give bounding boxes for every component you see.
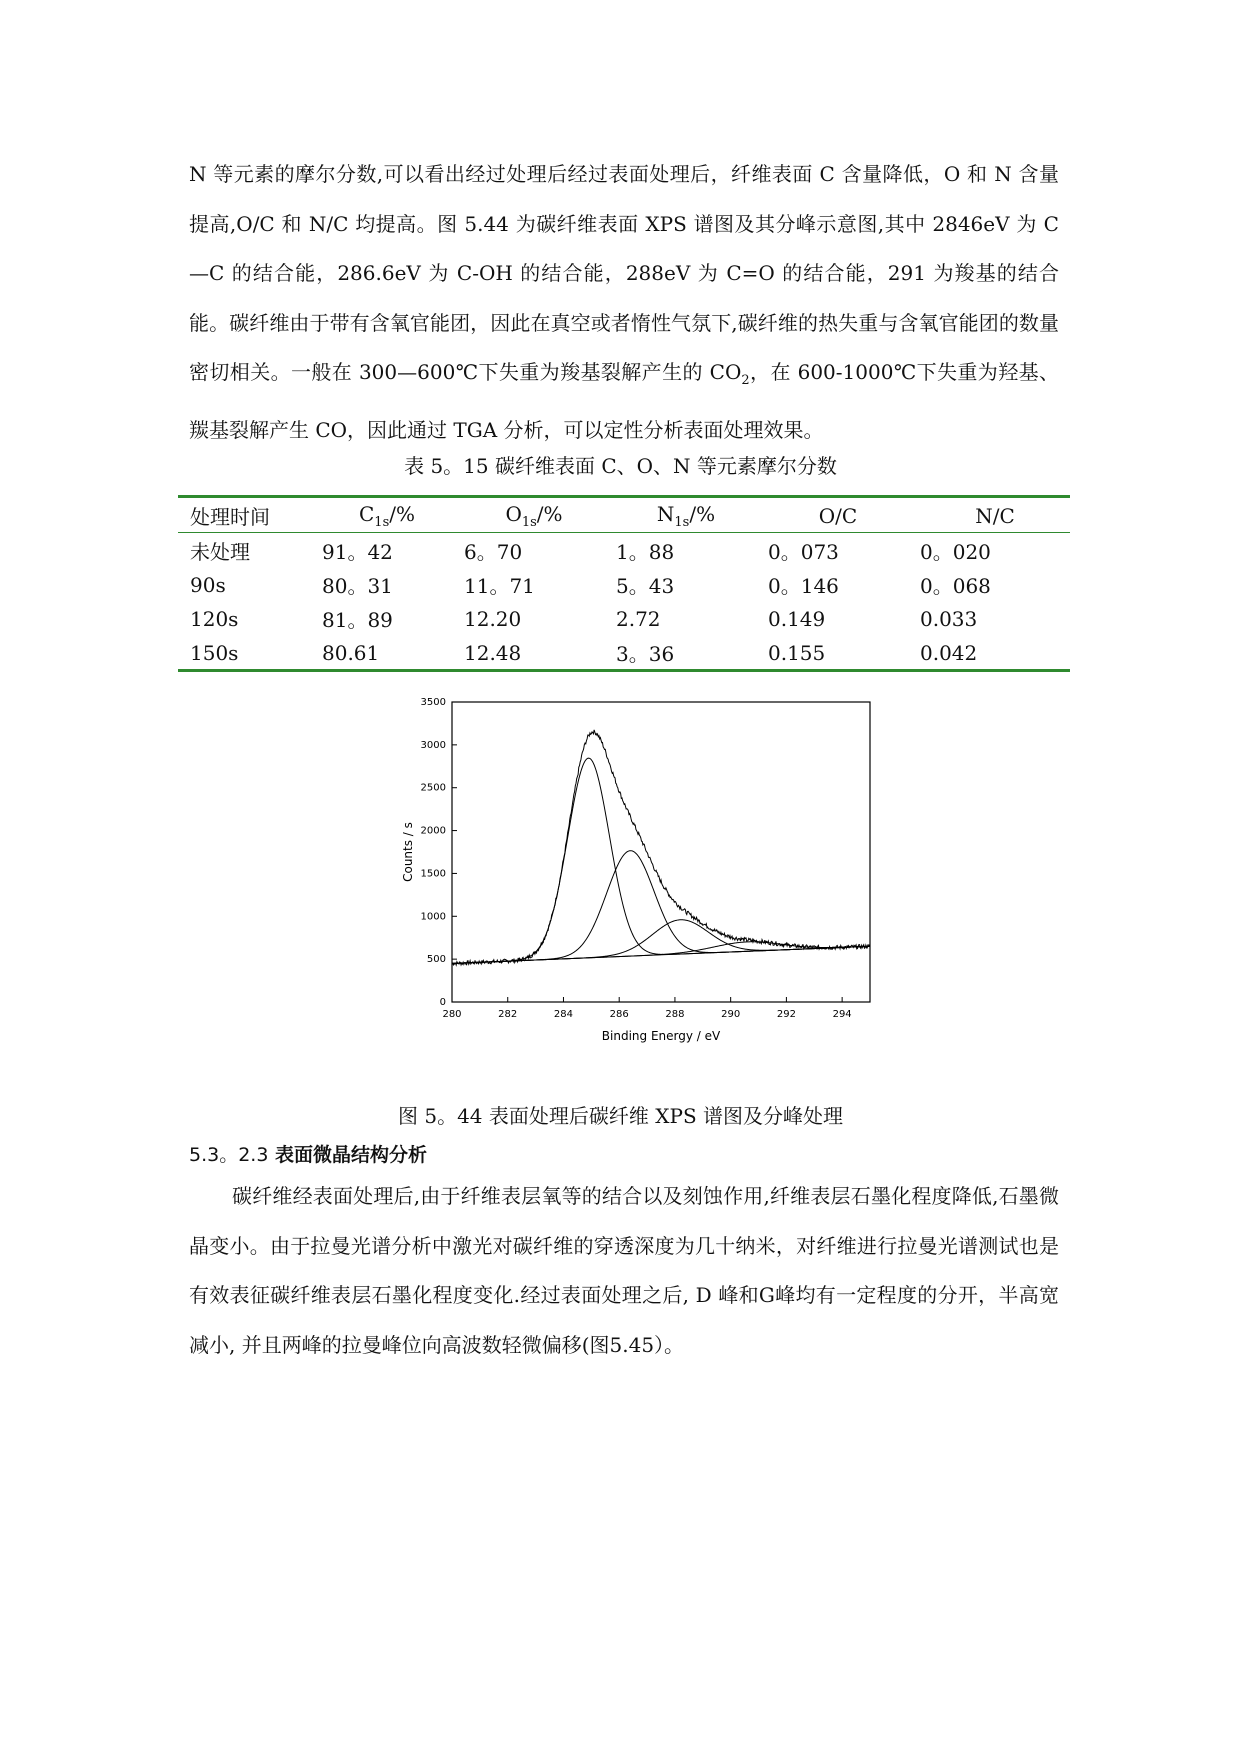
- header-cell: N/C: [975, 503, 1015, 528]
- x-tick-label: 280: [442, 1009, 462, 1020]
- intro-text-tail: ，在 600-1000℃下失重为羟基、羰基裂解产生 CO，因此通过 TGA 分析，可以定性分析表面处理效果。: [189, 360, 1060, 442]
- table-cell: 5。43: [616, 574, 675, 598]
- table-cell: 6。70: [464, 540, 523, 564]
- xps-chart: [392, 690, 892, 1070]
- table-cell: 0。146: [768, 574, 839, 598]
- header-cell: O/C: [818, 503, 858, 528]
- table-cell: 1。88: [616, 540, 675, 564]
- table-cell: 90s: [190, 572, 226, 597]
- raw-spectrum-line: [452, 730, 870, 965]
- intro-paragraph: [189, 150, 1059, 456]
- table-cell: 11。71: [464, 574, 535, 598]
- header-cell: $N_{1s}/\%$: [656, 501, 716, 530]
- table-cell: 未处理: [190, 540, 250, 564]
- fit-peak-1: [452, 758, 870, 963]
- table-cell: 91。42: [322, 540, 393, 564]
- y-tick-label: 3500: [420, 697, 446, 708]
- table-cell: 0。020: [920, 540, 991, 564]
- table-row: [178, 567, 1070, 601]
- xps-figure: [392, 690, 892, 1070]
- header-cell: $O_{1s}/\%$: [505, 501, 563, 530]
- table-cell: 0。068: [920, 574, 991, 598]
- composition-table: [178, 495, 1070, 672]
- table-cell: 0.033: [920, 606, 978, 631]
- header-cell: 处理时间: [190, 505, 270, 529]
- table-cell: 0.155: [768, 640, 826, 665]
- y-tick-label: 2000: [420, 825, 446, 837]
- table-cell: 81。89: [322, 608, 393, 632]
- table-cell: 12.20: [464, 606, 522, 631]
- table-cell: 2.72: [616, 606, 661, 631]
- figure-caption: 图 5。44 表面处理后碳纤维 XPS 谱图及分峰处理: [398, 1104, 843, 1128]
- x-tick-label: 288: [665, 1009, 685, 1020]
- section-title: 表面微晶结构分析: [268, 1144, 428, 1166]
- co2-subscript: 2: [741, 373, 750, 389]
- table-caption: 表 5。15 碳纤维表面 C、O、N 等元素摩尔分数: [404, 454, 837, 478]
- x-tick-label: 290: [721, 1009, 741, 1020]
- y-tick-label: 3000: [420, 739, 446, 751]
- table-row: [178, 601, 1070, 635]
- x-tick-label: 282: [498, 1009, 518, 1020]
- table-cell: 0。073: [768, 540, 839, 564]
- table-header-row: [178, 497, 1070, 533]
- y-tick-label: 0: [439, 997, 446, 1008]
- plot-frame: [452, 702, 870, 1002]
- table-row: [178, 635, 1070, 671]
- section-number: 5.3。2.3: [189, 1144, 269, 1166]
- table-cell: 80.61: [322, 640, 380, 665]
- y-tick-label: 1000: [420, 911, 446, 923]
- table-cell: 80。31: [322, 574, 393, 598]
- table-cell: 0.042: [920, 640, 978, 665]
- table-cell: 3。36: [616, 642, 675, 666]
- table-cell: 120s: [190, 606, 239, 631]
- y-tick-label: 1500: [420, 868, 446, 880]
- x-tick-label: 292: [776, 1009, 796, 1020]
- x-tick-label: 294: [832, 1009, 852, 1020]
- raman-paragraph: 碳纤维经表面处理后,由于纤维表层氧等的结合以及刻蚀作用,纤维表层石墨化程度降低,石墨微晶变小。由于拉曼光谱分析中激光对碳纤维的穿透深度为几十纳米，对纤维进行拉曼光谱测试也是有效表征碳纤维表层石墨化程度变化.经过表面处理之后, D 峰和G峰均有一定程度的分开，半高宽减小, 并且两峰的拉曼峰位向高波数轻微偏移(图5.45）。: [189, 1184, 1059, 1357]
- intro-text: N 等元素的摩尔分数,可以看出经过处理后经过表面处理后，纤维表面 C 含量降低，O 和 N 含量提高,O/C 和 N/C 均提高。图 5.44 为碳纤维表面 XPS 谱图及其分峰示意图,其中 2846eV 为 C—C 的结合能，286.6eV 为 C-OH 的结合能，288eV 为 C=O 的结合能，291 为羧基的结合能。碳纤维由于带有含氧官能团，因此在真空或者惰性气氛下,碳纤维的热失重与含氧官能团的数量密切相关。一般在 300—600℃下失重为羧基裂解产生的 CO: [189, 162, 1059, 385]
- y-tick-label: 2500: [420, 782, 446, 794]
- x-axis-label: Binding Energy / eV: [601, 1029, 721, 1043]
- table-cell: 0.149: [768, 606, 826, 631]
- x-tick-label: 286: [609, 1009, 629, 1020]
- y-axis-label: Counts / s: [401, 822, 415, 882]
- section-heading: [189, 1140, 427, 1167]
- x-tick-label: 284: [553, 1009, 574, 1020]
- header-cell: $C_{1s}/\%$: [358, 501, 415, 530]
- fit-peak-3: [452, 920, 870, 964]
- y-tick-label: 500: [426, 954, 446, 966]
- table-cell: 12.48: [464, 640, 522, 665]
- table-cell: 150s: [190, 640, 239, 665]
- table-row: [178, 533, 1070, 568]
